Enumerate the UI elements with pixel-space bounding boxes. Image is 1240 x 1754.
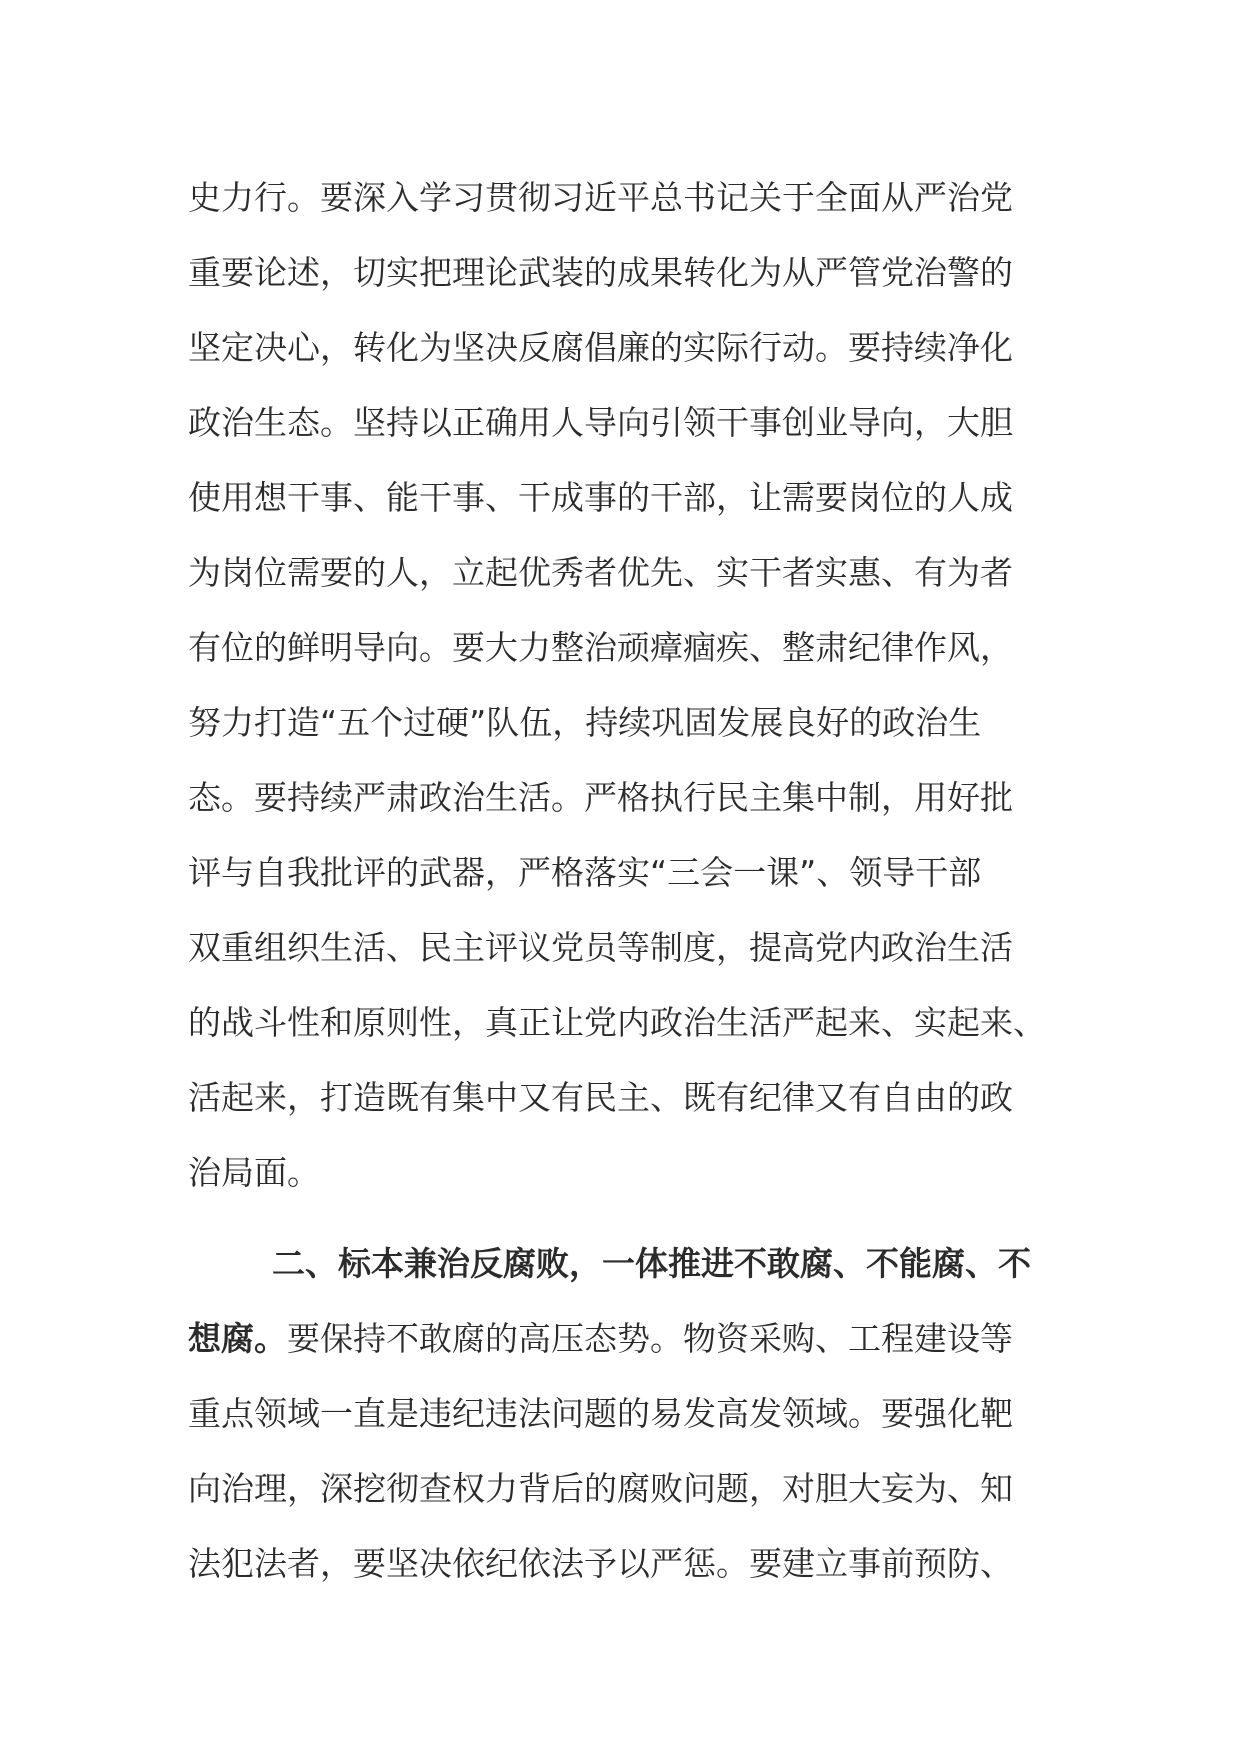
text-line: 史力行。要深入学习贯彻习近平总书记关于全面从严治党: [188, 178, 1013, 217]
text-line: 活起来，打造既有集中又有民主、既有纪律又有自由的政: [188, 1078, 1013, 1117]
text-line: 重点领域一直是违纪违法问题的易发高发领域。要强化靶: [188, 1394, 1013, 1433]
text-line: 评与自我批评的武器，严格落实“三会一课”、领导干部: [188, 853, 982, 892]
paragraph-2: [188, 1226, 1068, 1601]
text-line: 治局面。: [188, 1153, 320, 1192]
text-line: 法犯法者，要坚决依纪依法予以严惩。要建立事前预防、: [188, 1544, 1013, 1583]
text-line: 的战斗性和原则性，真正让党内政治生活严起来、实起来、: [188, 1003, 1046, 1042]
paragraph-1: [188, 160, 1068, 1210]
text-line: 努力打造“五个过硬”队伍，持续巩固发展良好的政治生: [188, 703, 982, 742]
text-line: 双重组织生活、民主评议党员等制度，提高党内政治生活: [188, 928, 1013, 967]
text-line: 为岗位需要的人，立起优秀者优先、实干者实惠、有为者: [188, 553, 1013, 592]
text-line-rest: 要保持不敢腐的高压态势。物资采购、工程建设等: [287, 1319, 1013, 1358]
text-line: 使用想干事、能干事、干成事的干部，让需要岗位的人成: [188, 478, 1013, 517]
section-heading: 二、标本兼治反腐败，一体推进不敢腐、不能腐、不: [272, 1244, 1031, 1283]
text-line: [188, 1301, 1068, 1376]
text-line: 政治生态。坚持以正确用人导向引领干事创业导向，大胆: [188, 403, 1013, 442]
text-line: 向治理，深挖彻查权力背后的腐败问题，对胆大妄为、知: [188, 1469, 1013, 1508]
section-heading-end: 想腐。: [188, 1319, 287, 1358]
text-line: 态。要持续严肃政治生活。严格执行民主集中制，用好批: [188, 778, 1013, 817]
text-line: 有位的鲜明导向。要大力整治顽瘴痼疾、整肃纪律作风，: [188, 628, 1013, 667]
text-line: 坚定决心，转化为坚决反腐倡廉的实际行动。要持续净化: [188, 328, 1013, 367]
text-line: 重要论述，切实把理论武装的成果转化为从严管党治警的: [188, 253, 1013, 292]
